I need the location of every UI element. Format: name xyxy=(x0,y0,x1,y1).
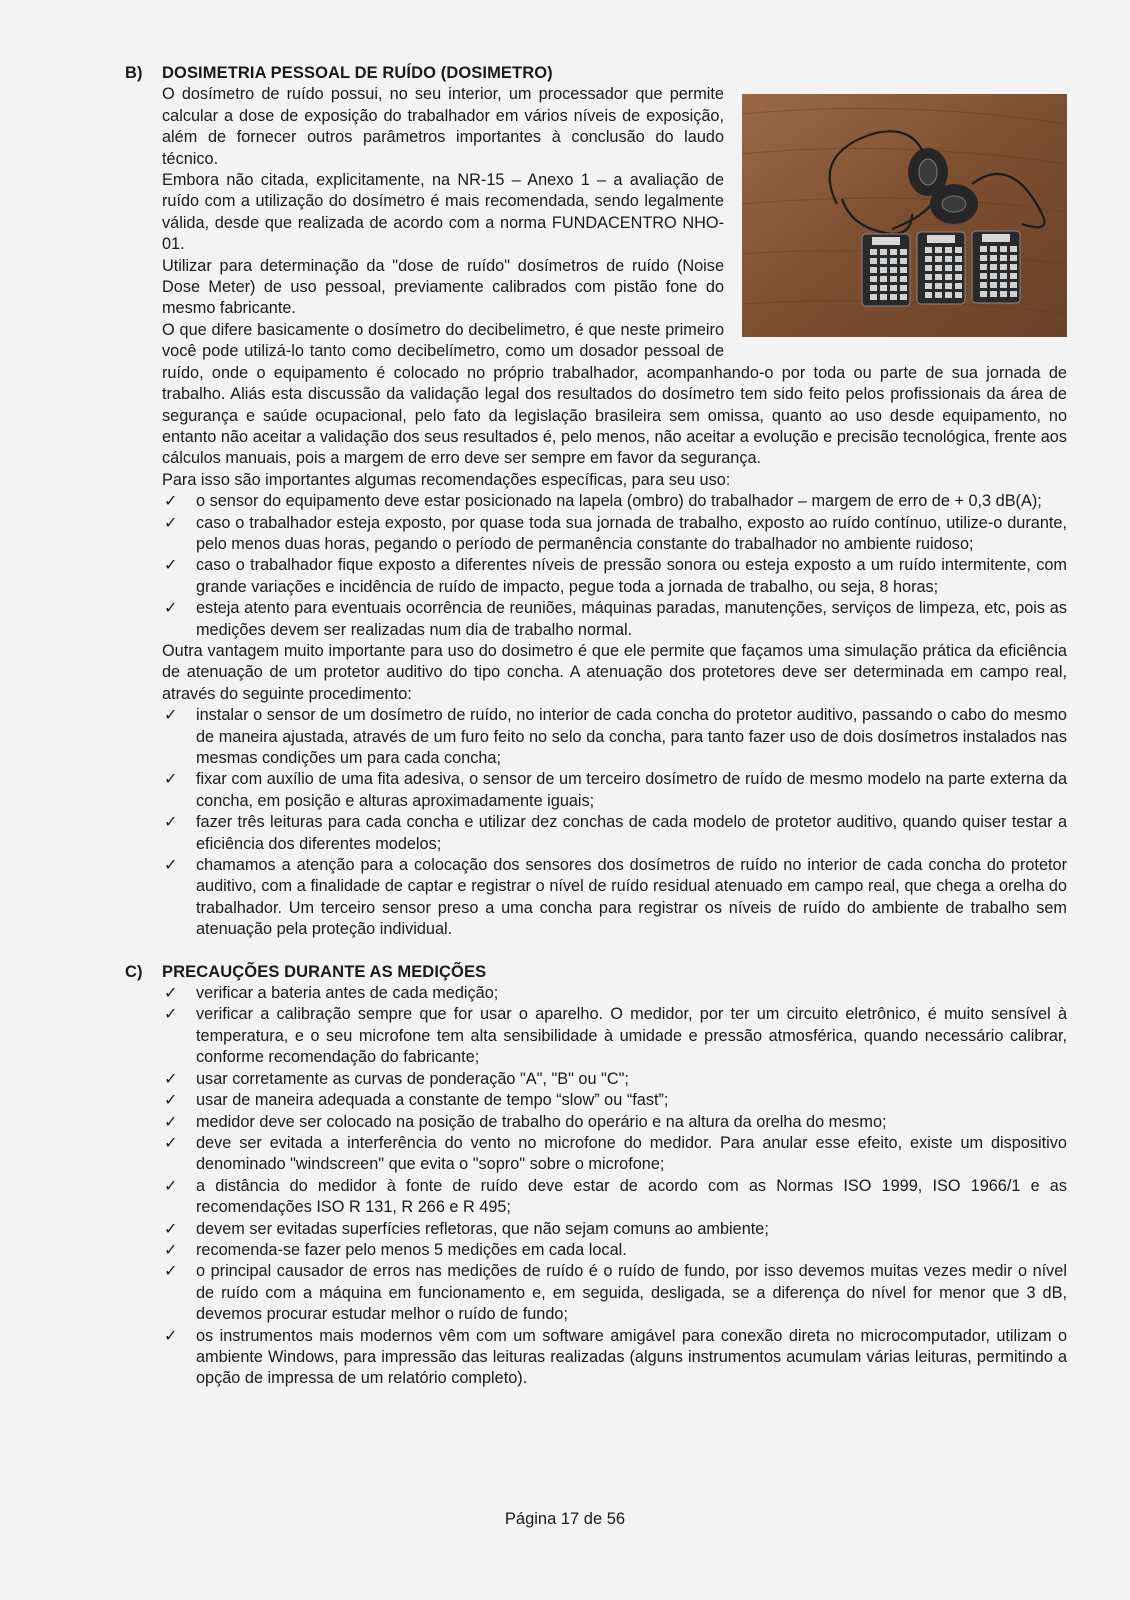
section-c-list xyxy=(125,983,1067,1390)
keypad-key xyxy=(935,247,942,253)
section-b-paragraph: O dosímetro de ruído possui, no seu interior, um processador que permite calcular a dose de exposição do trabalhador em vários níveis de exposição, além de fornecer outros parâmetros importantes à conclusão do laudo técnico. xyxy=(162,85,724,168)
check-icon: ✓ xyxy=(164,1134,178,1152)
keypad-key xyxy=(870,258,877,264)
list-item: ✓ instalar o sensor de um dosímetro de ruído, no interior de cada concha do protetor auditivo, passando o cabo do mesmo de maneira ajustada, através de um furo feito no selo da concha, para tanto fazer uso de dois dosímetros instalados nas mesmas condições um para cada concha; xyxy=(164,706,1067,767)
keypad-key xyxy=(935,283,942,289)
keypad-key xyxy=(1010,273,1017,279)
check-icon: ✓ xyxy=(164,493,178,511)
section-b-body xyxy=(125,84,1067,491)
keypad-key xyxy=(945,274,952,280)
keypad-key xyxy=(1000,291,1007,297)
keypad-key xyxy=(870,285,877,291)
keypad-key xyxy=(980,255,987,261)
keypad-key xyxy=(890,258,897,264)
keypad-key xyxy=(980,273,987,279)
keypad-key xyxy=(990,255,997,261)
list-item: ✓ a distância do medidor à fonte de ruído deve estar de acordo com as Normas ISO 1999, ISO 1966/1 e as recomendações ISO R 131, R 266 e R 495; xyxy=(164,1176,1067,1217)
keypad-key xyxy=(980,291,987,297)
dosimeter-photo-image xyxy=(742,94,1067,337)
list-item: ✓ esteja atento para eventuais ocorrência de reuniões, máquinas paradas, manutenções, serviços de limpeza, etc, pois as medições devem ser realizadas num dia de trabalho normal. xyxy=(164,599,1067,639)
keypad-key xyxy=(955,247,962,253)
keypad-key xyxy=(980,246,987,252)
keypad-key xyxy=(900,267,907,273)
check-icon: ✓ xyxy=(164,1241,178,1259)
check-icon: ✓ xyxy=(164,707,178,725)
keypad-key xyxy=(880,267,887,273)
keypad-key xyxy=(980,264,987,270)
keypad-key xyxy=(870,294,877,300)
section-b-paragraph: Embora não citada, explicitamente, na NR-15 – Anexo 1 – a avaliação de ruído com a utilização do dosímetro é mais recomendada, sendo legalmente válida, desde que realizada de acordo com a norma FUNDACENTRO NHO-01. xyxy=(162,171,724,254)
list-item: ✓ medidor deve ser colocado na posição de trabalho do operário e na altura da orelha do mesmo; xyxy=(162,1112,1067,1133)
keypad-key xyxy=(900,285,907,291)
section-b-paragraph: Outra vantagem muito importante para uso do dosimetro é que ele permite que façamos uma simulação prática da eficiência de atenuação de um protetor auditivo do tipo concha. A atenuação dos protetores deve ser determinada em campo real, através do seguinte procedimento: xyxy=(162,641,1067,703)
keypad-key xyxy=(890,276,897,282)
keypad-key xyxy=(925,283,932,289)
list-item: ✓ chamamos a atenção para a colocação dos sensores dos dosímetros de ruído no interior de cada concha do protetor auditivo, com a finalidade de captar e registrar o nível de ruído residual atenuado em campo real, que chega a orelha do trabalhador. Um terceiro sensor preso a uma concha para registrar os níveis de ruído do ambiente de trabalho sem atenuação pela proteção individual. xyxy=(164,856,1067,939)
keypad-key xyxy=(880,294,887,300)
keypad-key xyxy=(1000,264,1007,270)
check-icon: ✓ xyxy=(164,1092,178,1110)
keypad-key xyxy=(870,276,877,282)
keypad-key xyxy=(990,246,997,252)
list-item: ✓ devem ser evitadas superfícies refletoras, que não sejam comuns ao ambiente; xyxy=(162,1219,1067,1240)
keypad-key xyxy=(1010,264,1017,270)
keypad-key xyxy=(900,258,907,264)
section-b-letter: B) xyxy=(125,64,143,82)
check-icon: ✓ xyxy=(164,985,178,1003)
check-icon: ✓ xyxy=(164,557,178,575)
list-item: ✓ verificar a calibração sempre que for usar o aparelho. O medidor, por ter um circuito eletrônico, é muito sensível à temperatura, e o seu microfone tem alta sensibilidade à umidade e pressão atmosférica, quando necessário calibrar, conforme recomendação do fabricante; xyxy=(164,1005,1067,1067)
section-b-body-2 xyxy=(125,641,1067,705)
keypad-key xyxy=(990,291,997,297)
list-item: ✓ verificar a bateria antes de cada medição; xyxy=(162,983,1067,1004)
keypad-key xyxy=(1000,246,1007,252)
keypad-key xyxy=(1010,291,1017,297)
keypad-key xyxy=(890,285,897,291)
keypad-key xyxy=(900,294,907,300)
keypad-key xyxy=(1010,255,1017,261)
keypad-key xyxy=(955,256,962,262)
section-c-letter: C) xyxy=(125,962,143,981)
check-icon: ✓ xyxy=(164,1070,178,1088)
keypad-key xyxy=(945,292,952,298)
section-b-list-1 xyxy=(125,491,1067,641)
list-item: ✓ o sensor do equipamento deve estar posicionado na lapela (ombro) do trabalhador – margem de erro de + 0,3 dB(A); xyxy=(162,491,1067,512)
keypad-key xyxy=(890,267,897,273)
check-icon: ✓ xyxy=(164,814,178,832)
keypad-key xyxy=(890,294,897,300)
check-icon: ✓ xyxy=(164,771,178,789)
keypad-key xyxy=(925,274,932,280)
keypad-key xyxy=(900,249,907,255)
section-b-paragraph: O que difere basicamente o dosímetro do decibelimetro, é que neste primeiro você pode utilizá-lo tanto como decibelímetro, como um dosador pessoal de ruído, onde o equipamento é colocado no próprio trabalhador, acompanhando-o por toda ou parte de sua jornada de trabalho. Aliás esta discussão da validação legal dos resultados do dosímetro tem sido feito pelos profissionais da área de segurança e saúde ocupacional, pelo fato da legislação brasileira sem omissa, quanto ao uso desde equipamento, no entanto não aceitar a validação dos seus resultados é, pelo menos, não aceitar a evolução e precisão tecnológica, frente aos cálculos manuais, pois a margem de erro deve ser sempre em favor da segurança. xyxy=(162,320,1067,468)
list-item: ✓ caso o trabalhador esteja exposto, por quase toda sua jornada de trabalho, exposto ao ruído contínuo, utilize-o durante, pelo menos duas horas, pegando o período de permanência constante do trabalhador no ambiente ruidoso; xyxy=(164,513,1067,553)
keypad-key xyxy=(990,264,997,270)
keypad-key xyxy=(870,249,877,255)
check-icon: ✓ xyxy=(164,1220,178,1238)
list-item: ✓ caso o trabalhador fique exposto a diferentes níveis de pressão sonora ou esteja exposto a um ruído intermitente, com grande variações e incidência de ruído de impacto, pegue toda a jornada de trabalho, ou seja, 8 horas; xyxy=(164,556,1067,596)
list-item: ✓ fazer três leituras para cada concha e utilizar dez conchas de cada modelo de protetor auditivo, quando quiser testar a eficiência dos diferentes modelos; xyxy=(164,813,1067,853)
section-c-heading xyxy=(125,962,1067,983)
keypad-key xyxy=(955,283,962,289)
keypad-key xyxy=(925,247,932,253)
section-b-paragraph: Utilizar para determinação da "dose de ruído" dosímetros de ruído (Noise Dose Meter) de uso pessoal, previamente calibrados com pistão fone do mesmo fabricante. xyxy=(162,256,724,318)
check-icon: ✓ xyxy=(164,857,178,875)
list-item: ✓ o principal causador de erros nas medições de ruído é o ruído de fundo, por isso devemos muitas vezes medir o nível de ruído com a máquina em funcionamento e, em seguida, desligada, se a diferença do nível for menor que 3 dB, devemos procurar estudar melhor o ruído de fundo; xyxy=(164,1262,1067,1324)
check-icon: ✓ xyxy=(164,1263,178,1281)
list-item: ✓ usar corretamente as curvas de ponderação "A", "B" ou "C"; xyxy=(162,1069,1067,1090)
keypad-key xyxy=(1000,255,1007,261)
keypad-key xyxy=(900,276,907,282)
keypad-key xyxy=(870,267,877,273)
check-icon: ✓ xyxy=(164,1006,178,1024)
keypad-key xyxy=(1010,246,1017,252)
keypad-key xyxy=(1000,282,1007,288)
section-b-heading xyxy=(125,63,1067,84)
keypad-key xyxy=(890,249,897,255)
section-b-list-2 xyxy=(125,705,1067,940)
keypad-key xyxy=(925,265,932,271)
section-b-title: DOSIMETRIA PESSOAL DE RUÍDO (DOSIMETRO) xyxy=(162,64,553,82)
keypad-key xyxy=(925,292,932,298)
keypad-key xyxy=(955,274,962,280)
section-c-title: PRECAUÇÕES DURANTE AS MEDIÇÕES xyxy=(162,962,487,981)
keypad-key xyxy=(945,265,952,271)
page-footer: Página 17 de 56 xyxy=(504,1510,626,1528)
keypad-key xyxy=(935,274,942,280)
keypad-key xyxy=(955,292,962,298)
keypad-key xyxy=(880,285,887,291)
check-icon: ✓ xyxy=(164,1177,178,1195)
check-icon: ✓ xyxy=(164,1327,178,1345)
keypad-key xyxy=(935,292,942,298)
keypad-key xyxy=(1010,282,1017,288)
page-content xyxy=(125,63,1067,1390)
dosimeter-photo xyxy=(742,94,1067,337)
list-item: ✓ os instrumentos mais modernos vêm com um software amigável para conexão direta no microcomputador, utilizam o ambiente Windows, para impressão das leituras realizadas (alguns instrumentos acumulam várias leituras, permitindo a opção de impressa de um relatório completo). xyxy=(164,1326,1067,1388)
list-item: ✓ deve ser evitada a interferência do vento no microfone do medidor. Para anular esse efeito, existe um dispositivo denominado "windscreen" que evita o "sopro" sobre o microfone; xyxy=(164,1133,1067,1174)
keypad-key xyxy=(990,273,997,279)
keypad-key xyxy=(880,276,887,282)
keypad-key xyxy=(935,265,942,271)
keypad-key xyxy=(945,256,952,262)
check-icon: ✓ xyxy=(164,514,178,532)
keypad-key xyxy=(945,247,952,253)
keypad-key xyxy=(955,265,962,271)
keypad-key xyxy=(880,258,887,264)
keypad-key xyxy=(880,249,887,255)
keypad-key xyxy=(945,283,952,289)
keypad-key xyxy=(1000,273,1007,279)
section-b-paragraph: Para isso são importantes algumas recomendações específicas, para seu uso: xyxy=(162,470,731,489)
keypad-key xyxy=(925,256,932,262)
check-icon: ✓ xyxy=(164,1113,178,1131)
keypad-key xyxy=(990,282,997,288)
check-icon: ✓ xyxy=(164,600,178,618)
list-item: ✓ usar de maneira adequada a constante de tempo “slow” ou “fast”; xyxy=(162,1090,1067,1111)
keypad-key xyxy=(980,282,987,288)
list-item: ✓ fixar com auxílio de uma fita adesiva, o sensor de um terceiro dosímetro de ruído de mesmo modelo na parte externa da concha, em posição e alturas aproximadamente iguais; xyxy=(164,770,1067,810)
keypad-key xyxy=(935,256,942,262)
list-item: ✓ recomenda-se fazer pelo menos 5 medições em cada local. xyxy=(162,1240,1067,1261)
